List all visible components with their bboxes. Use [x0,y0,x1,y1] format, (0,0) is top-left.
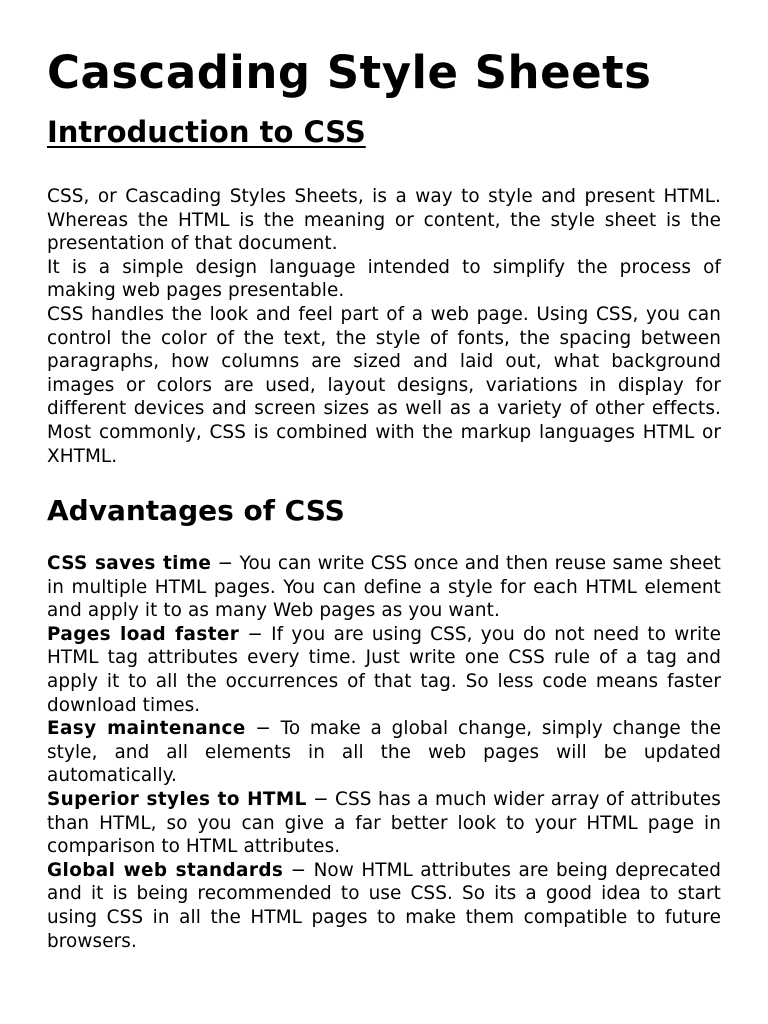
intro-paragraph: CSS handles the look and feel part of a web page. Using CSS, you can control the color of the text, the style of fonts, the spacing between paragraphs, how columns are sized and laid out, what background images or colors are used, layout designs, variations in display for different devices and screen sizes as well as a variety of other effects. Most commonly, CSS is combined with the markup languages HTML or XHTML. [47,303,721,467]
advantage-text: − You can write CSS once and then reuse same sheet in multiple HTML pages. You can define a style for each HTML element and apply it to as many Web pages as you want. [47,553,721,622]
intro-heading: Introduction to CSS [47,115,366,149]
advantage-text: − Now HTML attributes are being deprecated and it is being recommended to use CSS. So its a good idea to start using CSS in all the HTML pages to make them compatible to future browsers. [47,859,721,952]
advantages-heading: Advantages of CSS [47,494,345,527]
advantage-term: Easy maintenance [47,718,246,740]
advantage-text: − If you are using CSS, you do not need to write HTML tag attributes every time. Just write one CSS rule of a tag and apply it to all the occurrences of that tag. So less code means faster download times. [47,623,721,716]
advantage-term: CSS saves time [47,553,212,574]
advantage-item [47,788,721,859]
intro-paragraph: CSS, or Cascading Styles Sheets, is a way to style and present HTML. Whereas the HTML is the meaning or content, the style sheet is the presentation of that document. [47,186,721,255]
advantages-section [47,552,721,953]
advantage-text: − CSS has a much wider array of attributes than HTML, so you can give a far better look to your HTML page in comparison to HTML attributes. [47,788,721,858]
intro-paragraph: It is a simple design language intended to simplify the process of making web pages presentable. [47,256,721,302]
advantage-item [47,623,721,717]
advantage-item [47,717,721,788]
advantage-text: − To make a global change, simply change the style, and all elements in all the web pages will be updated automatically. [47,718,721,787]
advantage-term: Pages load faster [47,623,240,645]
advantage-term: Global web standards [47,859,284,881]
advantage-term: Superior styles to HTML [47,788,307,810]
intro-section [47,185,721,468]
document-title: Cascading Style Sheets [47,46,652,99]
advantage-item [47,552,721,623]
advantage-item [47,859,721,953]
